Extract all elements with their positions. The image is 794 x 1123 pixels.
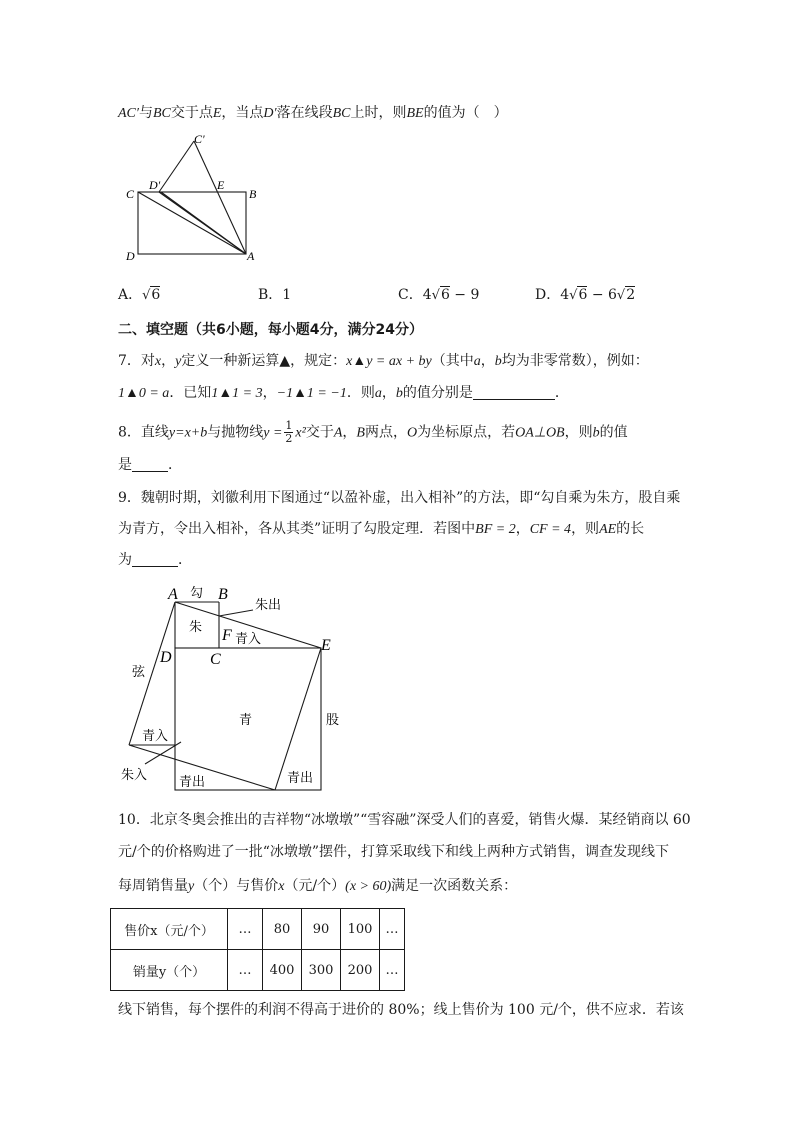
table-cell: 300 bbox=[302, 950, 341, 991]
q6-option-b: B．1 bbox=[258, 287, 292, 303]
q9-line3: 为 ． bbox=[118, 552, 192, 568]
fraction-half: $\frac{1}{2}$ bbox=[285, 419, 293, 445]
label-d: D bbox=[126, 249, 135, 263]
table-cell: 100 bbox=[341, 909, 380, 950]
label-xian: 弦 bbox=[132, 664, 146, 679]
label-d-prime: D' bbox=[149, 178, 161, 192]
q6-option-a: A．√6 bbox=[118, 287, 161, 303]
label-zhuru: 朱入 bbox=[121, 767, 148, 782]
q6-stem: AC′与BC交于点E，当点D′落在线段BC上时，则BE的值为（ ） bbox=[118, 105, 508, 121]
q10-line3: 每周销售量y（个）与售价x（元/个）(x > 60)满足一次函数关系： bbox=[118, 878, 518, 894]
q10-line1: 10．北京冬奥会推出的吉祥物“冰墩墩”“雪容融”深受人们的喜爱，销售火爆．某经销商以 60 bbox=[118, 812, 691, 828]
label-qingchu-right: 青出 bbox=[287, 770, 314, 785]
q6-option-d: D．4√6 − 6√2 bbox=[535, 287, 636, 303]
table-header: 售价x（元/个） bbox=[111, 909, 228, 950]
price-sales-table bbox=[110, 908, 405, 991]
label-c: C bbox=[210, 651, 221, 668]
q7-line2: 1▲0 = a．已知1▲1 = 3，−1▲1 = −1．则a，b的值分别是 ． bbox=[118, 385, 569, 401]
q6-option-c: C．4√6 − 9 bbox=[398, 287, 480, 303]
q7-line1: 7．对x，y定义一种新运算▲，规定：x▲y = ax + by（其中a，b均为非零常数），例如： bbox=[118, 353, 649, 369]
q6-figure bbox=[110, 128, 290, 268]
label-c-prime: C' bbox=[194, 132, 205, 146]
table-cell: … bbox=[380, 909, 405, 950]
table-row bbox=[111, 950, 405, 991]
section-heading: 二、填空题（共6小题，每小题4分，满分24分） bbox=[118, 322, 423, 338]
answer-blank[interactable] bbox=[132, 552, 178, 567]
label-b: B bbox=[218, 586, 228, 603]
label-e: E bbox=[321, 637, 331, 654]
table-cell: 90 bbox=[302, 909, 341, 950]
q8-line1: 8．直线y=x+b与抛物线y = $\frac{1}{2}$ x²交于A，B两点，O为坐标原点，若OA⊥OB，则b的值 bbox=[118, 419, 628, 445]
label-e: E bbox=[217, 178, 225, 192]
q9-line1: 9．魏朝时期，刘徽利用下图通过“以盈补虚，出入相补”的方法，即“勾自乘为朱方，股自乘 bbox=[118, 490, 681, 506]
table-header: 销量y（个） bbox=[111, 950, 228, 991]
label-qingru-top: 青入 bbox=[235, 631, 262, 646]
q9-figure bbox=[115, 582, 355, 794]
label-a: A bbox=[247, 249, 255, 263]
q8-line2: 是 ． bbox=[118, 457, 182, 473]
table-cell: … bbox=[228, 909, 263, 950]
label-b: B bbox=[249, 187, 257, 201]
answer-blank[interactable] bbox=[132, 457, 168, 472]
label-f: F bbox=[222, 627, 232, 644]
label-a: A bbox=[168, 586, 178, 603]
label-qingru-left: 青入 bbox=[142, 728, 169, 743]
answer-blank[interactable] bbox=[473, 385, 555, 400]
table-cell: 80 bbox=[263, 909, 302, 950]
label-c: C bbox=[126, 187, 135, 201]
label-gu: 股 bbox=[326, 712, 340, 727]
table-cell: … bbox=[380, 950, 405, 991]
label-qing: 青 bbox=[239, 712, 253, 727]
label-qingchu-bottom: 青出 bbox=[179, 774, 206, 789]
q9-line2: 为青方，令出入相补，各从其类”证明了勾股定理．若图中BF = 2，CF = 4，则AE的长 bbox=[118, 521, 645, 537]
q10-line2: 元/个的价格购进了一批“冰墩墩”摆件，打算采取线下和线上两种方式销售，调查发现线下 bbox=[118, 844, 670, 860]
label-gou: 勾 bbox=[190, 585, 204, 600]
label-d: D bbox=[160, 649, 172, 666]
table-row bbox=[111, 909, 405, 950]
label-zhuchu: 朱出 bbox=[255, 597, 282, 612]
table-cell: 200 bbox=[341, 950, 380, 991]
q10-line4: 线下销售，每个摆件的利润不得高于进价的 80%；线上售价为 100 元/个，供不应求．若该 bbox=[118, 1002, 684, 1018]
table-cell: 400 bbox=[263, 950, 302, 991]
table-cell: … bbox=[228, 950, 263, 991]
label-zhu: 朱 bbox=[189, 619, 203, 634]
